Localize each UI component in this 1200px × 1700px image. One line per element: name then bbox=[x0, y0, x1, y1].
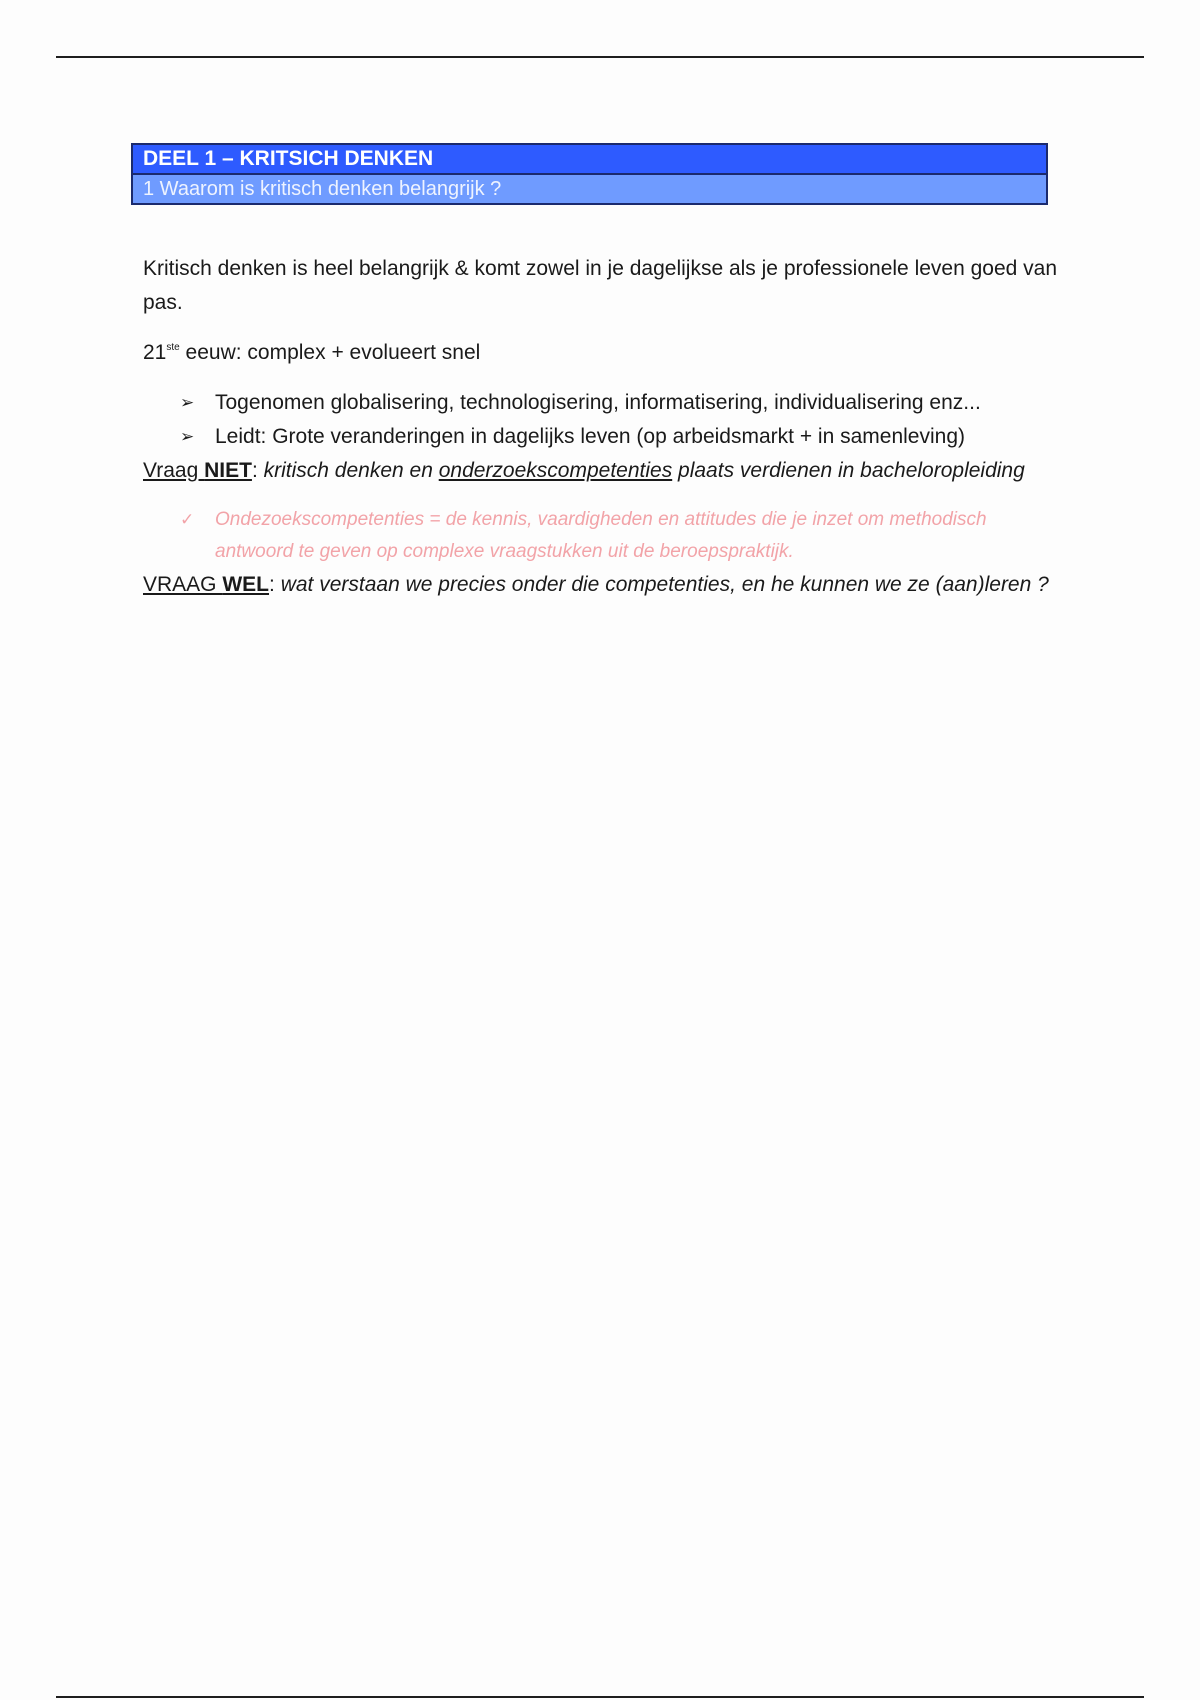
question-niet-prefix: Vraag bbox=[143, 459, 205, 482]
list-item-text: Togenomen globalisering, technologisering, informatisering, individualisering enz... bbox=[215, 391, 981, 414]
question-niet-colon: : bbox=[251, 459, 264, 482]
section-heading-box bbox=[131, 143, 1048, 205]
list-item-text: Leidt: Grote veranderingen in dagelijks leven (op arbeidsmarkt + in samenleving) bbox=[215, 425, 965, 448]
check-item bbox=[143, 504, 1063, 568]
question-niet-text-end: plaats verdienen in bacheloropleiding bbox=[672, 459, 1025, 482]
century-text: eeuw: complex + evolueert snel bbox=[179, 341, 481, 364]
century-line bbox=[143, 336, 1063, 370]
question-niet-label bbox=[143, 459, 252, 482]
question-wel bbox=[143, 568, 1063, 602]
document-body bbox=[143, 252, 1063, 602]
intro-paragraph: Kritisch denken is heel belangrijk & komt zowel in je dagelijkse als je professionele leven goed van pas. bbox=[143, 257, 1058, 314]
list-item bbox=[143, 420, 1063, 454]
bottom-rule bbox=[56, 1696, 1144, 1698]
question-wel-text: wat verstaan we precies onder die competenties, en he kunnen we ze (aan)leren ? bbox=[280, 573, 1049, 596]
section-title: DEEL 1 – KRITSICH DENKEN bbox=[133, 145, 1046, 175]
question-niet-text-start: kritisch denken en bbox=[263, 459, 439, 482]
question-wel-keyword: WEL bbox=[222, 573, 270, 596]
question-niet bbox=[143, 454, 1063, 488]
bullet-list bbox=[143, 386, 1063, 454]
list-item bbox=[143, 386, 1063, 420]
top-rule bbox=[56, 56, 1144, 58]
question-wel-label bbox=[143, 573, 269, 596]
century-suffix: ste bbox=[166, 342, 180, 353]
check-item-text: Ondezoekscompetenties = de kennis, vaardigheden en attitudes die je inzet om methodisch antwoord te geven op complexe vraagstukken uit de beroepspraktijk. bbox=[215, 509, 987, 562]
question-wel-prefix: VRAAG bbox=[143, 573, 223, 596]
question-niet-underlined-term: onderzoekscompetenties bbox=[438, 459, 673, 482]
subsection-title: 1 Waarom is kritisch denken belangrijk ? bbox=[133, 175, 1046, 203]
question-wel-colon: : bbox=[269, 573, 281, 596]
checkmark-icon: ✓ bbox=[180, 510, 195, 529]
arrowhead-bullet-icon: ➢ bbox=[180, 427, 195, 446]
arrowhead-bullet-icon: ➢ bbox=[180, 393, 195, 412]
century-number: 21 bbox=[143, 341, 167, 364]
question-niet-keyword: NIET bbox=[204, 459, 252, 482]
